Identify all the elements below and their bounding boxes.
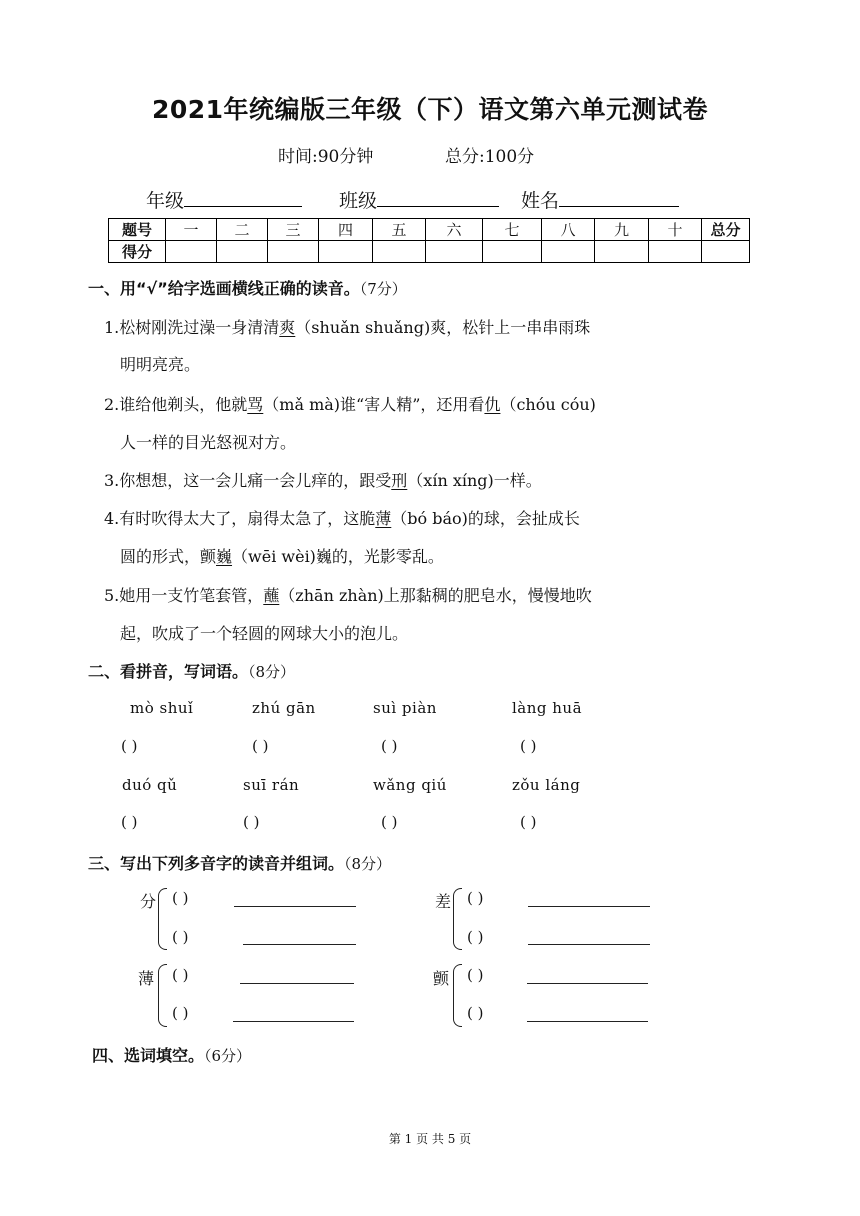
polyphone-char: 薄 bbox=[138, 969, 155, 988]
word-blank[interactable] bbox=[528, 944, 650, 945]
brace bbox=[453, 964, 462, 1027]
grade-blank[interactable] bbox=[184, 188, 302, 207]
answer-blank[interactable]: ( ) bbox=[243, 813, 260, 831]
brace bbox=[158, 888, 167, 950]
question-text: （shuǎn shuǎng)爽，松针上一串串雨珠 bbox=[295, 318, 591, 337]
question-number: 4. bbox=[104, 509, 120, 528]
underlined-char: 巍 bbox=[216, 547, 233, 566]
pronunciation-blank[interactable]: ( ) bbox=[172, 966, 189, 984]
word-blank[interactable] bbox=[528, 906, 650, 907]
score-input-cell[interactable] bbox=[373, 241, 426, 263]
score-table-score-row bbox=[109, 241, 750, 263]
question-text: （chóu cóu) bbox=[500, 395, 596, 414]
class-blank[interactable] bbox=[377, 188, 499, 207]
polyphone-char: 颤 bbox=[433, 969, 450, 988]
section1-heading bbox=[88, 276, 407, 299]
answer-blank[interactable]: ( ) bbox=[252, 737, 269, 755]
word-blank[interactable] bbox=[527, 1021, 648, 1022]
underlined-char: 刑 bbox=[391, 471, 408, 490]
question-text: （zhān zhàn)上那黏稠的肥皂水，慢慢地吹 bbox=[279, 586, 592, 605]
pinyin: zhú gān bbox=[252, 699, 316, 717]
pronunciation-blank[interactable]: ( ) bbox=[172, 889, 189, 907]
answer-blank[interactable]: ( ) bbox=[381, 737, 398, 755]
question-3 bbox=[104, 468, 542, 491]
page-title: 2021年统编版三年级（下）语文第六单元测试卷 bbox=[151, 95, 709, 124]
question-2 bbox=[104, 392, 596, 415]
score-input-cell[interactable] bbox=[483, 241, 542, 263]
score-input-cell[interactable] bbox=[542, 241, 595, 263]
question-number: 3. bbox=[104, 471, 120, 490]
polyphone-char: 分 bbox=[140, 892, 157, 911]
score-cell: 三 bbox=[268, 219, 319, 241]
section3-heading bbox=[88, 851, 391, 874]
exam-time: 时间:90分钟 bbox=[278, 147, 374, 167]
grade-label: 年级 bbox=[146, 190, 185, 212]
pinyin: làng huā bbox=[512, 699, 583, 717]
score-input-cell[interactable] bbox=[702, 241, 750, 263]
score-cell: 题号 bbox=[109, 219, 166, 241]
score-cell: 八 bbox=[542, 219, 595, 241]
word-blank[interactable] bbox=[240, 983, 354, 984]
question-number: 1. bbox=[104, 318, 120, 337]
question-4-continued bbox=[120, 544, 444, 567]
score-input-cell[interactable] bbox=[268, 241, 319, 263]
pinyin: suì piàn bbox=[373, 699, 437, 717]
question-text: 有时吹得太大了，扇得太急了，这脆 bbox=[119, 509, 376, 528]
question-1 bbox=[104, 315, 590, 338]
score-table-header-row bbox=[109, 219, 750, 241]
score-cell: 五 bbox=[373, 219, 426, 241]
answer-blank[interactable]: ( ) bbox=[520, 737, 537, 755]
question-text: 松树刚洗过澡一身清清 bbox=[119, 318, 280, 337]
underlined-char: 爽 bbox=[279, 318, 296, 337]
answer-blank[interactable]: ( ) bbox=[520, 813, 537, 831]
question-text: 她用一支竹笔套管， bbox=[119, 586, 264, 605]
underlined-char: 仇 bbox=[484, 395, 501, 414]
section1-title: 一、用“√”给字选画横线正确的读音。 bbox=[88, 279, 360, 298]
pinyin: zǒu láng bbox=[512, 776, 581, 794]
word-blank[interactable] bbox=[243, 944, 356, 945]
section3-title: 三、写出下列多音字的读音并组词。 bbox=[88, 854, 345, 873]
score-input-cell[interactable] bbox=[649, 241, 702, 263]
section4-points: （6分） bbox=[204, 1047, 252, 1065]
section3-points: （8分） bbox=[344, 855, 392, 873]
score-input-cell[interactable] bbox=[595, 241, 649, 263]
underlined-char: 蘸 bbox=[263, 586, 280, 605]
question-2-continued: 人一样的目光怒视对方。 bbox=[120, 433, 297, 452]
class-field[interactable] bbox=[339, 186, 499, 213]
question-text: （wēi wèi)巍的，光影零乱。 bbox=[232, 547, 444, 566]
pronunciation-blank[interactable]: ( ) bbox=[467, 1004, 484, 1022]
answer-blank[interactable]: ( ) bbox=[121, 813, 138, 831]
pinyin: mò shuǐ bbox=[130, 699, 194, 717]
question-4 bbox=[104, 506, 580, 529]
pinyin: duó qǔ bbox=[122, 776, 178, 794]
score-cell: 七 bbox=[483, 219, 542, 241]
pronunciation-blank[interactable]: ( ) bbox=[172, 1004, 189, 1022]
score-cell: 一 bbox=[166, 219, 217, 241]
score-input-cell[interactable] bbox=[319, 241, 373, 263]
score-cell: 总分 bbox=[702, 219, 750, 241]
question-text: 圆的形式，颤 bbox=[120, 547, 217, 566]
answer-blank[interactable]: ( ) bbox=[381, 813, 398, 831]
pinyin: wǎng qiú bbox=[373, 776, 447, 794]
score-input-cell[interactable] bbox=[166, 241, 217, 263]
question-text: （bó báo)的球，会扯成长 bbox=[391, 509, 580, 528]
word-blank[interactable] bbox=[234, 906, 356, 907]
grade-field[interactable] bbox=[146, 186, 302, 213]
question-text: 谁给他剃头，他就 bbox=[119, 395, 248, 414]
underlined-char: 骂 bbox=[247, 395, 264, 414]
pronunciation-blank[interactable]: ( ) bbox=[467, 966, 484, 984]
question-number: 5. bbox=[104, 586, 120, 605]
pronunciation-blank[interactable]: ( ) bbox=[467, 889, 484, 907]
score-cell: 六 bbox=[426, 219, 483, 241]
score-input-cell[interactable] bbox=[217, 241, 268, 263]
underlined-char: 薄 bbox=[375, 509, 392, 528]
brace bbox=[453, 888, 462, 950]
name-blank[interactable] bbox=[559, 188, 679, 207]
section1-points: （7分） bbox=[359, 280, 407, 298]
exam-total: 总分:100分 bbox=[445, 147, 535, 167]
pronunciation-blank[interactable]: ( ) bbox=[172, 928, 189, 946]
word-blank[interactable] bbox=[527, 983, 648, 984]
section4-heading bbox=[92, 1043, 251, 1066]
section2-points: （8分） bbox=[248, 663, 296, 681]
question-5 bbox=[104, 583, 592, 606]
question-text: （xín xíng)一样。 bbox=[407, 471, 542, 490]
page-footer: 第 1 页 共 5 页 bbox=[388, 1132, 472, 1146]
question-5-continued: 起，吹成了一个轻圆的网球大小的泡儿。 bbox=[120, 624, 409, 643]
score-input-cell[interactable] bbox=[426, 241, 483, 263]
score-cell: 得分 bbox=[109, 241, 166, 263]
question-text: 你想想，这一会儿痛一会儿痒的，跟受 bbox=[119, 471, 392, 490]
name-field[interactable] bbox=[521, 186, 679, 213]
section2-title: 二、看拼音，写词语。 bbox=[88, 662, 249, 681]
pronunciation-blank[interactable]: ( ) bbox=[467, 928, 484, 946]
class-label: 班级 bbox=[339, 190, 378, 212]
brace bbox=[158, 964, 167, 1027]
score-table bbox=[108, 218, 750, 263]
polyphone-char: 差 bbox=[435, 892, 452, 911]
name-label: 姓名 bbox=[521, 190, 560, 212]
question-text: （mǎ mà)谁“害人精”，还用看 bbox=[263, 395, 485, 414]
section4-title: 四、选词填空。 bbox=[92, 1046, 205, 1065]
score-cell: 四 bbox=[319, 219, 373, 241]
pinyin: suī rán bbox=[243, 776, 300, 794]
score-cell: 十 bbox=[649, 219, 702, 241]
word-blank[interactable] bbox=[233, 1021, 354, 1022]
score-cell: 二 bbox=[217, 219, 268, 241]
section2-heading bbox=[88, 659, 295, 682]
question-number: 2. bbox=[104, 395, 120, 414]
score-cell: 九 bbox=[595, 219, 649, 241]
answer-blank[interactable]: ( ) bbox=[121, 737, 138, 755]
question-1-continued: 明明亮亮。 bbox=[120, 355, 201, 374]
